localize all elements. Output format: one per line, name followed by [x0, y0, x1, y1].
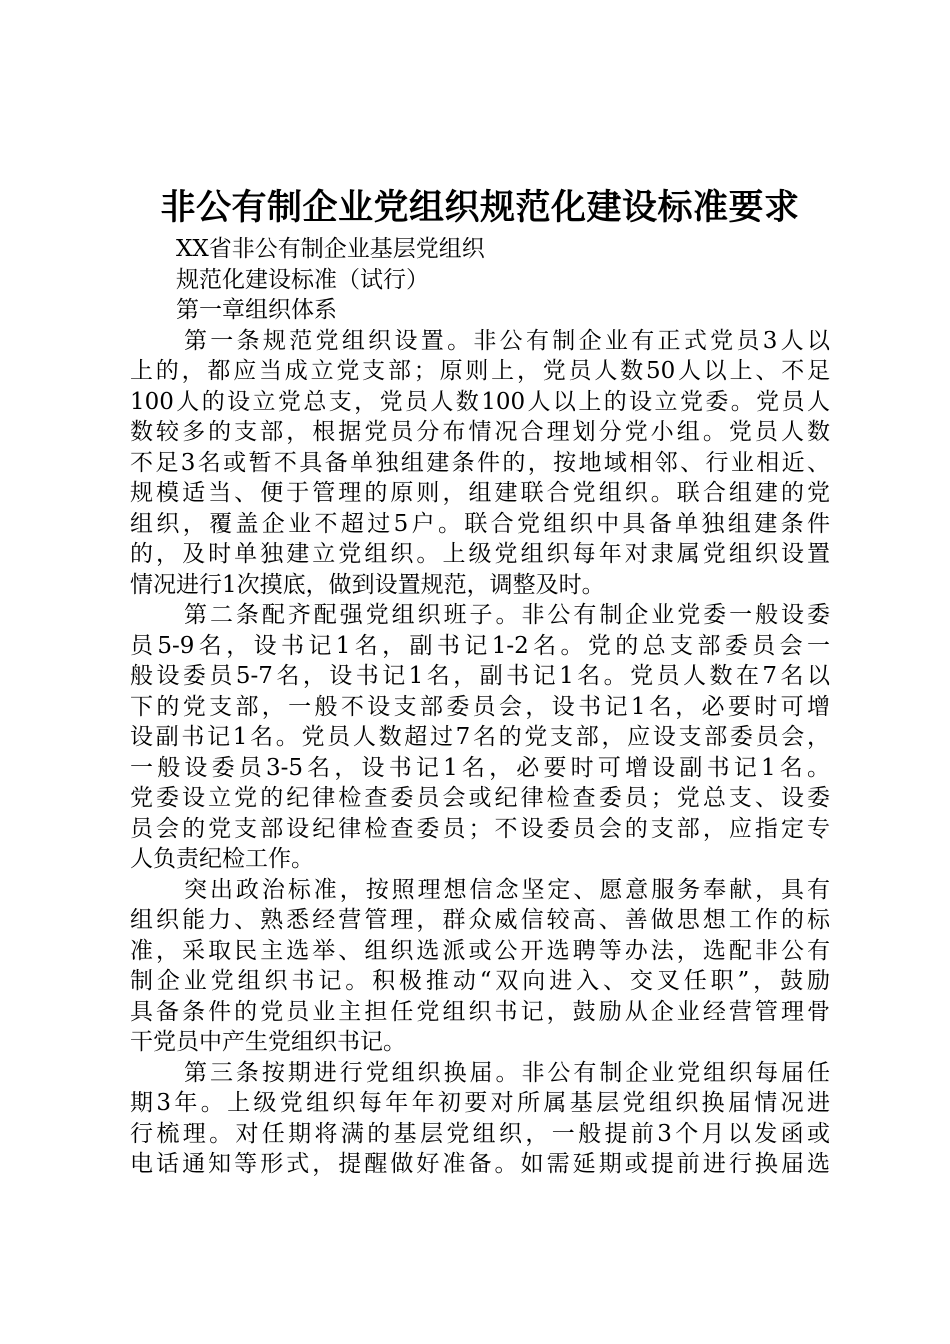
text-line: 数较多的支部，根据党员分布情况合理划分党小组。党员人数	[130, 419, 830, 445]
text-line: 第一条规范党组织设置。非公有制企业有正式党员3人以	[184, 327, 830, 354]
paragraph-secretary-selection	[130, 875, 830, 1058]
text-line: 上的，都应当成立党支部；原则上，党员人数50人以上、不足	[130, 358, 830, 384]
text-line: 干党员中产生党组织书记。	[130, 1029, 406, 1055]
header-line-province: XX省非公有制企业基层党组织	[176, 236, 485, 262]
paragraph-article-3	[130, 1058, 830, 1180]
text-line: 第三条按期进行党组织换届。非公有制企业党组织每届任	[184, 1059, 830, 1086]
text-line: 员5-9名，设书记1名，副书记1-2名。党的总支部委员会一	[130, 632, 830, 659]
text-line: 下的党支部，一般不设支部委员会，设书记1名，必要时可增	[130, 693, 830, 720]
text-line: 的，及时单独建立党组织。上级党组织每年对隶属党组织设置	[130, 541, 830, 567]
text-line: 期3年。上级党组织每年年初要对所属基层党组织换届情况进	[130, 1090, 830, 1116]
text-line: 准，采取民主选举、组织选派或公开选聘等办法，选配非公有	[130, 937, 830, 964]
text-line: 电话通知等形式，提醒做好准备。如需延期或提前进行换届选	[130, 1151, 830, 1177]
document-page	[130, 0, 830, 1344]
text-line: 制企业党组织书记。积极推动“双向进入、交叉任职”，鼓励	[130, 968, 830, 994]
text-line: 般设委员5-7名，设书记1名，副书记1名。党员人数在7名以	[130, 663, 830, 689]
text-line: 组织能力、熟悉经营管理，群众威信较高、善做思想工作的标	[130, 907, 830, 933]
text-line: 一般设委员3-5名，设书记1名，必要时可增设副书记1名。	[130, 754, 830, 781]
text-line: 员会的党支部设纪律检查委员；不设委员会的支部，应指定专	[130, 815, 830, 842]
text-line: 突出政治标准，按照理想信念坚定、愿意服务奉献，具有	[184, 876, 830, 903]
text-line: 人负责纪检工作。	[130, 846, 314, 872]
header-line-standard: 规范化建设标准（试行）	[176, 266, 429, 293]
text-line: 第二条配齐配强党组织班子。非公有制企业党委一般设委	[184, 602, 830, 628]
text-line: 组织，覆盖企业不超过5户。联合党组织中具备单独组建条件	[130, 510, 830, 537]
text-line: 规模适当、便于管理的原则，组建联合党组织。联合组建的党	[130, 480, 830, 506]
text-line: 情况进行1次摸底，做到设置规范，调整及时。	[130, 571, 605, 598]
text-line: 具备条件的党员业主担任党组织书记，鼓励从企业经营管理骨	[130, 998, 830, 1025]
document-title: 非公有制企业党组织规范化建设标准要求	[160, 188, 800, 228]
paragraph-article-2	[130, 600, 830, 875]
document-body	[130, 234, 830, 1180]
text-line: 党委设立党的纪律检查委员会或纪律检查委员；党总支、设委	[130, 785, 830, 811]
text-line: 不足3名或暂不具备单独组建条件的，按地域相邻、行业相近、	[130, 449, 830, 476]
text-line: 设副书记1名。党员人数超过7名的党支部，应设支部委员会，	[130, 724, 830, 750]
text-line: 100人的设立党总支，党员人数100人以上的设立党委。党员人	[130, 388, 830, 415]
paragraph-article-1	[130, 326, 830, 601]
text-line: 行梳理。对任期将满的基层党组织，一般提前3个月以发函或	[130, 1120, 830, 1147]
chapter-heading: 第一章组织体系	[176, 297, 337, 323]
